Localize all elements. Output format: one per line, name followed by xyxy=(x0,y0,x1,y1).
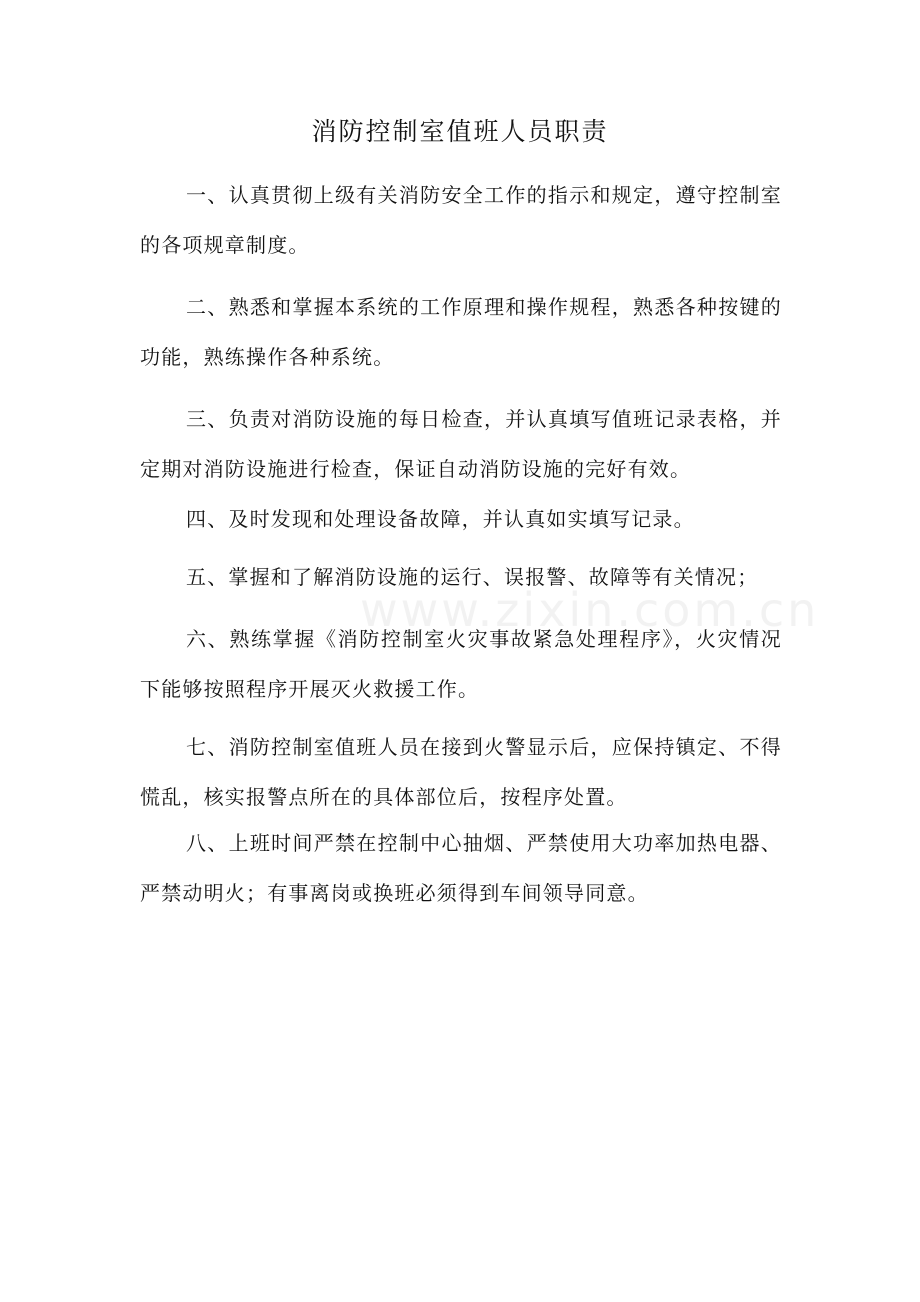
paragraph-2: 二、熟悉和掌握本系统的工作原理和操作规程，熟悉各种按键的功能，熟练操作各种系统。 xyxy=(140,295,782,369)
paragraph-7: 七、消防控制室值班人员在接到火警显示后，应保持镇定、不得慌乱，核实报警点所在的具体部位后，按程序处置。 xyxy=(140,735,782,809)
document-title: 消防控制室值班人员职责 xyxy=(311,117,609,146)
paragraph-1: 一、认真贯彻上级有关消防安全工作的指示和规定，遵守控制室的各项规章制度。 xyxy=(140,183,782,257)
watermark-text: www.zixin.com.cn xyxy=(360,583,820,637)
paragraph-5: 五、掌握和了解消防设施的运行、误报警、故障等有关情况； xyxy=(186,565,759,589)
paragraph-3: 三、负责对消防设施的每日检查，并认真填写值班记录表格，并定期对消防设施进行检查，保证自动消防设施的完好有效。 xyxy=(140,407,782,481)
paragraph-8: 八、上班时间严禁在控制中心抽烟、严禁使用大功率加热电器、严禁动明火；有事离岗或换班必须得到车间领导同意。 xyxy=(140,831,782,905)
paragraph-4: 四、及时发现和处理设备故障，并认真如实填写记录。 xyxy=(186,507,695,531)
paragraph-6: 六、熟练掌握《消防控制室火灾事故紧急处理程序》，火灾情况下能够按照程序开展灭火救援工作。 xyxy=(140,627,782,701)
